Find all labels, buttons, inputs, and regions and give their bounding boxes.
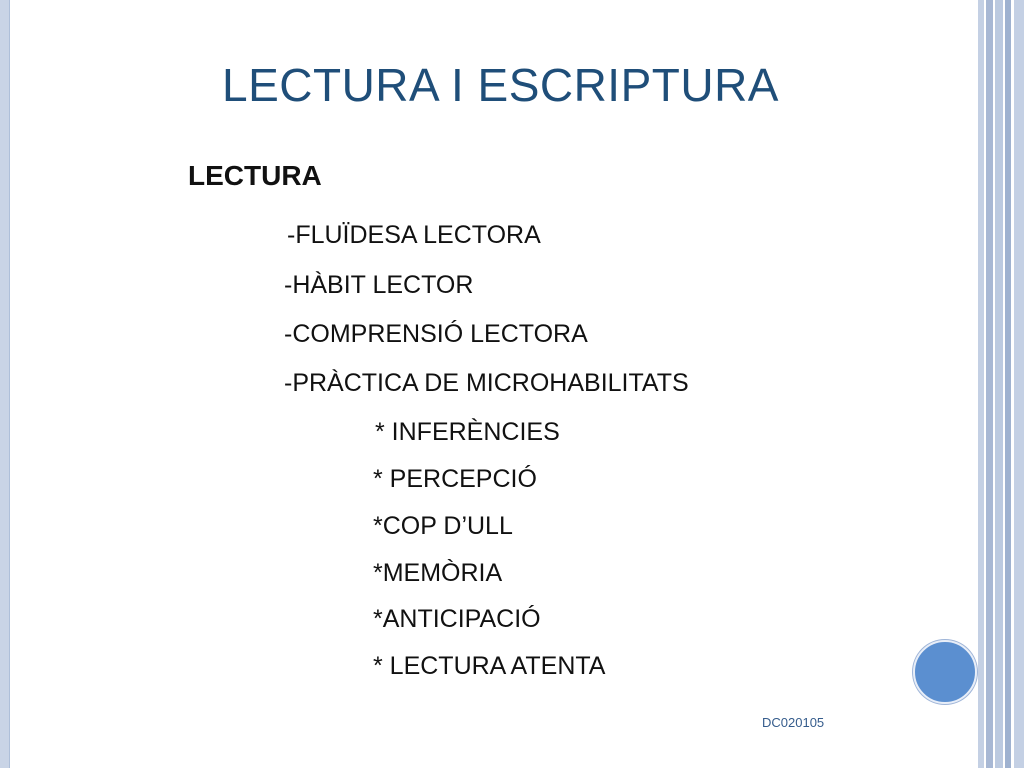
right-stripe <box>995 0 1003 768</box>
list-item: -COMPRENSIÓ LECTORA <box>284 320 588 348</box>
left-edge-decoration <box>0 0 10 768</box>
sub-list-item: * PERCEPCIÓ <box>373 465 537 493</box>
sub-list-item: *ANTICIPACIÓ <box>373 605 541 633</box>
sub-list-item: * LECTURA ATENTA <box>373 652 606 680</box>
right-stripe <box>986 0 993 768</box>
decorative-circle <box>913 640 977 704</box>
sub-list-item: *MEMÒRIA <box>373 559 503 587</box>
list-item: -PRÀCTICA DE MICROHABILITATS <box>284 369 689 397</box>
right-stripe <box>1014 0 1024 768</box>
slide-title: LECTURA I ESCRIPTURA <box>222 59 779 111</box>
list-item: -HÀBIT LECTOR <box>284 271 474 299</box>
list-item: -FLUÏDESA LECTORA <box>287 221 541 249</box>
section-heading: LECTURA <box>188 160 322 191</box>
sub-list-item: *COP D’ULL <box>373 512 513 540</box>
footer-code: DC020105 <box>762 715 825 730</box>
sub-list-item: * INFERÈNCIES <box>375 418 560 446</box>
